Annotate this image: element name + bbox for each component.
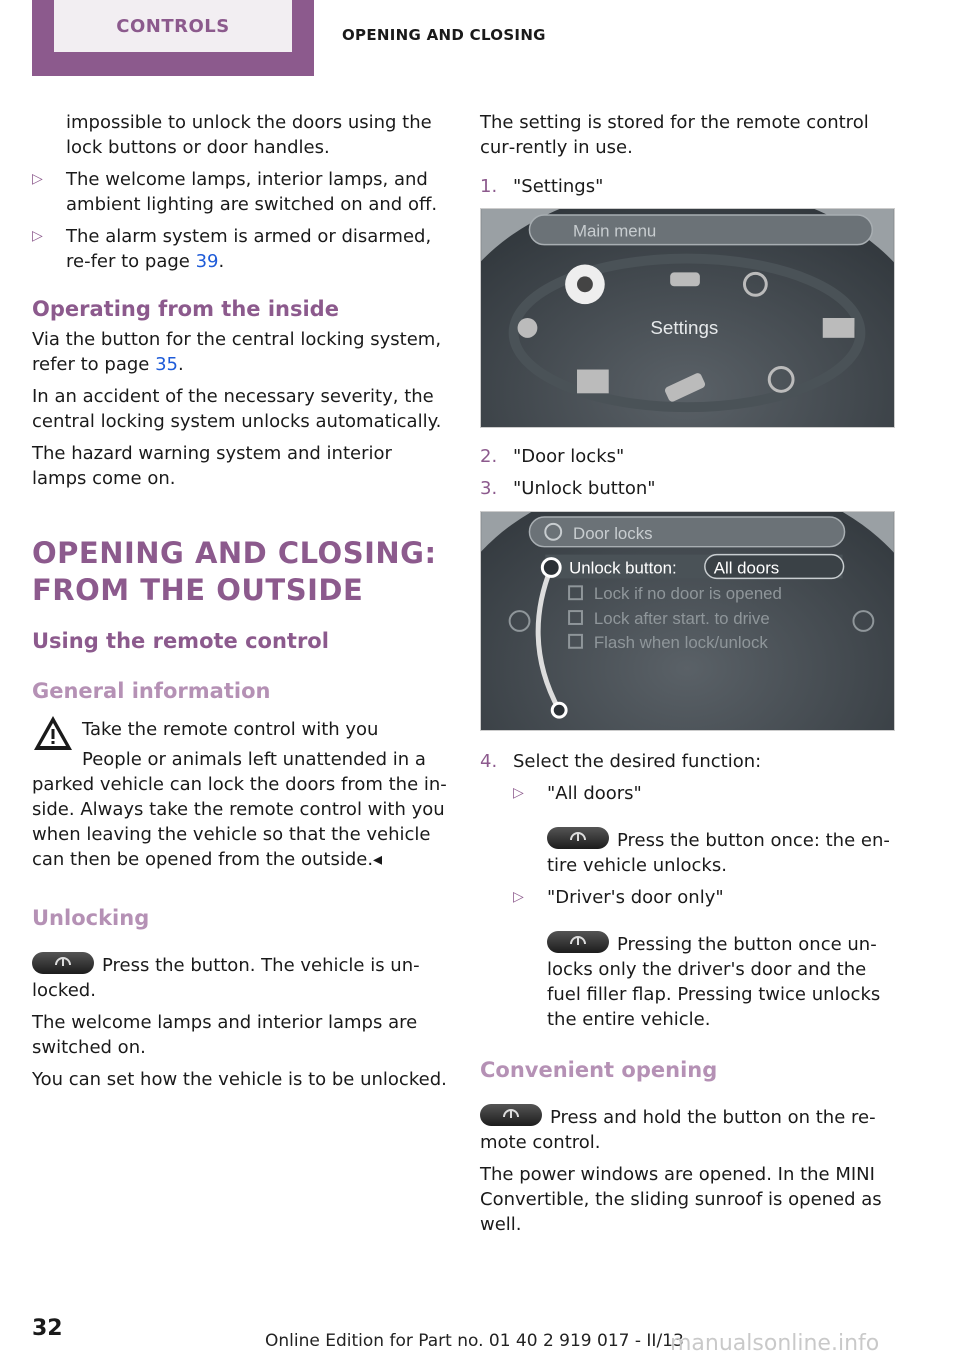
car-icon (670, 272, 700, 286)
paragraph: Pressing the button once un‐locks only the driver's door and the fuel filler flap. Pressing twice unlocks the entire vehicle. (513, 931, 895, 1032)
page-number: 32 (32, 1316, 63, 1341)
end-mark-icon: ◂ (373, 849, 383, 870)
warning-title: Take the remote control with you (82, 719, 379, 740)
bullet-text: The alarm system is armed or disarmed, re‐fer to page (66, 226, 432, 272)
list-item (32, 110, 447, 160)
heading-remote-control: Using the remote control (32, 629, 329, 653)
heading-opening-outside: OPENING AND CLOSING: FROM THE OUTSIDE (32, 536, 437, 607)
header-section-title: OPENING AND CLOSING (342, 26, 546, 44)
continued-text: impossible to unlock the doors using the lock buttons or door handles. (66, 112, 432, 158)
list-item (32, 167, 447, 217)
door-locks-screen-image (480, 511, 895, 731)
option-lock-after-start: Lock after start. to drive (593, 608, 770, 628)
step-item: 4. Select the desired function: (480, 751, 762, 772)
paragraph: In an accident of the necessary severity, the central locking system unlocks automatically. (32, 386, 442, 432)
header-tab (32, 0, 314, 76)
remote-unlock-button-icon (480, 1104, 542, 1126)
warning-text: People or animals left unattended in a parked vehicle can lock the doors from the in‐side. Always take the remote control with you when leaving the vehicle so that the vehicle can then be opened from the outside.◂ (32, 749, 447, 870)
list-item: ▷ The alarm system is armed or disarmed, re‐fer to page 39. (32, 226, 432, 272)
header-tab-label: CONTROLS (116, 15, 230, 37)
bullet-triangle-icon: ▷ (32, 171, 43, 187)
paragraph: Press the button once: the en‐tire vehicle unlocks. (513, 827, 895, 878)
remote-unlock-button-icon (547, 827, 609, 849)
paragraph: The power windows are opened. In the MINI Convertible, the sliding sunroof is opened as well. (480, 1164, 882, 1235)
watermark: manualsonline.info (670, 1331, 880, 1356)
heading-general-information: General information (32, 679, 271, 703)
step-item: 2. "Door locks" (480, 446, 625, 467)
bullet-text: The welcome lamps, interior lamps, and ambient lighting are switched on and off. (66, 169, 438, 215)
all-doors-value: All doors (713, 558, 780, 578)
page-link-39[interactable]: 39 (195, 251, 219, 272)
book-icon (823, 318, 855, 338)
sub-list (480, 781, 895, 1032)
heading-convenient-opening: Convenient opening (480, 1058, 718, 1082)
heading-operating-inside: Operating from the inside (32, 297, 339, 321)
paragraph: Press and hold the button on the re‐mote control. (480, 1104, 895, 1155)
settings-label: Settings (650, 316, 719, 338)
left-column (32, 110, 447, 1092)
remote-unlock-button-icon (547, 931, 609, 953)
warning-triangle-icon (32, 713, 74, 753)
paragraph: The setting is stored for the remote control cur‐rently in use. (480, 112, 869, 158)
door-locks-header: Door locks (573, 523, 653, 543)
bullet-triangle-icon: ▷ (32, 228, 43, 244)
header-tab-label-box (54, 0, 292, 52)
paragraph: Press the button. The vehicle is un‐locked. (32, 952, 447, 1003)
step-item: 3. "Unlock button" (480, 478, 656, 499)
paragraph: The hazard warning system and interior lamps come on. (32, 443, 392, 489)
bullet-triangle-icon: ▷ (513, 785, 524, 801)
option-flash: Flash when lock/unlock (593, 632, 768, 652)
paragraph: The welcome lamps and interior lamps are switched on. (32, 1012, 418, 1058)
radio-icon (577, 370, 609, 394)
music-icon (518, 318, 538, 338)
bullet-triangle-icon: ▷ (513, 889, 524, 905)
gear-icon (565, 264, 605, 304)
heading-unlocking: Unlocking (32, 906, 150, 930)
footer-edition: Online Edition for Part no. 01 40 2 919 017 - II/13 (265, 1331, 684, 1351)
option-lock-no-door: Lock if no door is opened (593, 584, 782, 604)
right-column (480, 110, 895, 1237)
settings-screen-image (480, 208, 895, 428)
page-link-35[interactable]: 35 (155, 354, 178, 375)
main-menu-label: Main menu (573, 221, 657, 241)
unlock-button-label: Unlock button: (569, 558, 677, 578)
step-item: 1. "Settings" (480, 176, 604, 197)
list-item: ▷ "All doors" (513, 783, 642, 804)
list-item: ▷ "Driver's door only" (513, 887, 724, 908)
paragraph: Via the button for the central locking system, refer to page 35. (32, 329, 442, 375)
remote-unlock-button-icon (32, 952, 94, 974)
paragraph: You can set how the vehicle is to be unlocked. (32, 1069, 447, 1090)
